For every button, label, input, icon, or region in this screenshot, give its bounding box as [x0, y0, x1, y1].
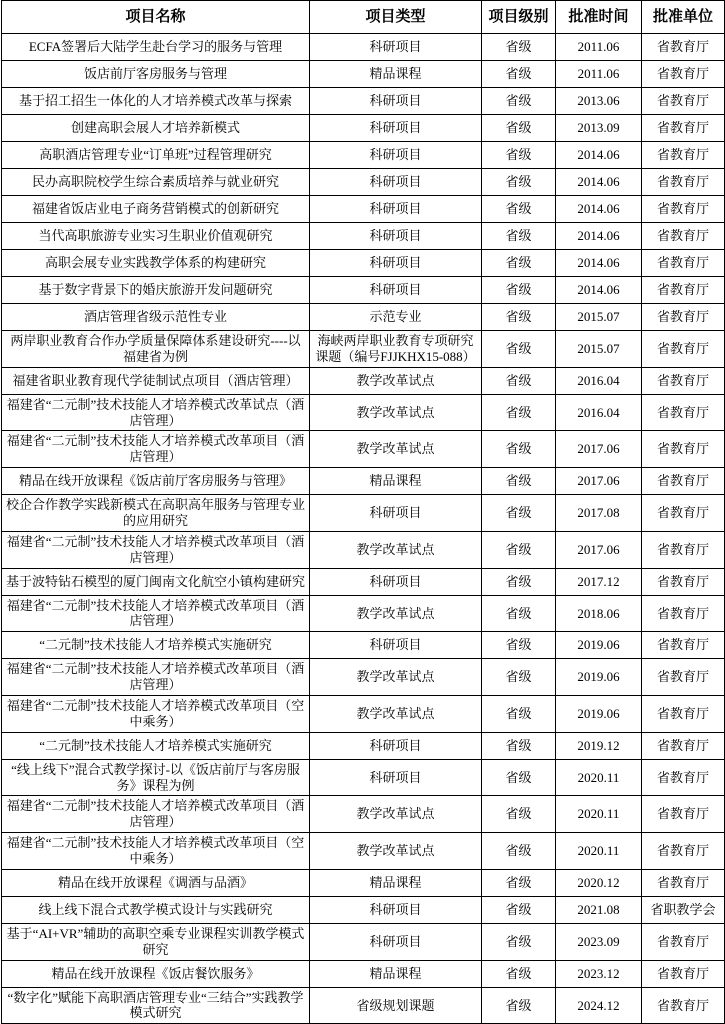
table-row: [2, 923, 725, 960]
cell-approval-unit: 省教育厅: [642, 250, 725, 277]
cell-project-type: 科研项目: [310, 923, 482, 960]
cell-approval-unit: 省教育厅: [642, 632, 725, 659]
column-header-level: 项目级别: [482, 1, 556, 34]
cell-approval-unit: 省教育厅: [642, 331, 725, 368]
cell-approval-date: 2016.04: [556, 367, 642, 394]
cell-project-name: 饭店前厅客房服务与管理: [2, 61, 310, 88]
cell-project-type: 教学改革试点: [310, 595, 482, 632]
cell-project-level: 省级: [482, 115, 556, 142]
cell-approval-date: 2013.09: [556, 115, 642, 142]
cell-approval-date: 2014.06: [556, 196, 642, 223]
cell-project-name: 福建省“二元制”技术技能人才培养模式改革项目（酒店管理）: [2, 659, 310, 696]
table-row: [2, 394, 725, 431]
cell-project-name: 福建省“二元制”技术技能人才培养模式改革项目（酒店管理）: [2, 595, 310, 632]
cell-project-name: 校企合作教学实践新模式在高职高年服务与管理专业的应用研究: [2, 495, 310, 532]
cell-project-level: 省级: [482, 896, 556, 923]
cell-project-name: 福建省“二元制”技术技能人才培养模式改革项目（空中乘务）: [2, 696, 310, 733]
cell-project-type: 精品课程: [310, 468, 482, 495]
cell-project-name: 高职会展专业实践教学体系的构建研究: [2, 250, 310, 277]
cell-approval-unit: 省教育厅: [642, 960, 725, 987]
cell-project-type: 精品课程: [310, 960, 482, 987]
table-row: [2, 632, 725, 659]
cell-project-type: 精品课程: [310, 61, 482, 88]
cell-project-type: 示范专业: [310, 304, 482, 331]
cell-project-name: 基于招工招生一体化的人才培养模式改革与探索: [2, 88, 310, 115]
cell-approval-date: 2020.11: [556, 759, 642, 796]
cell-project-name: “二元制”技术技能人才培养模式实施研究: [2, 732, 310, 759]
cell-approval-unit: 省教育厅: [642, 196, 725, 223]
cell-project-level: 省级: [482, 869, 556, 896]
table-row: [2, 196, 725, 223]
table-row: [2, 732, 725, 759]
cell-project-level: 省级: [482, 169, 556, 196]
table-row: [2, 304, 725, 331]
cell-project-type: 教学改革试点: [310, 696, 482, 733]
table-row: [2, 169, 725, 196]
cell-approval-unit: 省教育厅: [642, 833, 725, 870]
cell-approval-unit: 省教育厅: [642, 431, 725, 468]
cell-approval-unit: 省教育厅: [642, 367, 725, 394]
cell-project-name: 福建省饭店业电子商务营销模式的创新研究: [2, 196, 310, 223]
table-row: [2, 115, 725, 142]
cell-project-level: 省级: [482, 431, 556, 468]
table-row: [2, 88, 725, 115]
column-header-unit: 批准单位: [642, 1, 725, 34]
cell-project-type: 教学改革试点: [310, 394, 482, 431]
cell-project-type: 科研项目: [310, 169, 482, 196]
cell-project-level: 省级: [482, 960, 556, 987]
cell-project-type: 科研项目: [310, 495, 482, 532]
cell-project-name: 线上线下混合式教学模式设计与实践研究: [2, 896, 310, 923]
cell-project-name: “二元制”技术技能人才培养模式实施研究: [2, 632, 310, 659]
cell-approval-date: 2014.06: [556, 169, 642, 196]
cell-project-level: 省级: [482, 696, 556, 733]
cell-approval-unit: 省教育厅: [642, 277, 725, 304]
cell-approval-unit: 省教育厅: [642, 61, 725, 88]
cell-approval-date: 2019.06: [556, 659, 642, 696]
table-row: [2, 367, 725, 394]
cell-project-level: 省级: [482, 34, 556, 61]
cell-project-name: 精品在线开放课程《饭店前厅客房服务与管理》: [2, 468, 310, 495]
table-row: [2, 277, 725, 304]
cell-project-level: 省级: [482, 367, 556, 394]
table-body: [2, 34, 725, 1024]
table-row: [2, 431, 725, 468]
cell-approval-unit: 省教育厅: [642, 796, 725, 833]
table-row: [2, 987, 725, 1024]
cell-project-type: 科研项目: [310, 759, 482, 796]
cell-project-name: 创建高职会展人才培养新模式: [2, 115, 310, 142]
cell-project-type: 科研项目: [310, 88, 482, 115]
cell-project-level: 省级: [482, 732, 556, 759]
cell-approval-unit: 省教育厅: [642, 987, 725, 1024]
cell-project-level: 省级: [482, 568, 556, 595]
cell-project-level: 省级: [482, 250, 556, 277]
cell-approval-unit: 省教育厅: [642, 923, 725, 960]
cell-project-level: 省级: [482, 304, 556, 331]
cell-project-name: 福建省“二元制”技术技能人才培养模式改革项目（空中乘务）: [2, 833, 310, 870]
cell-approval-unit: 省教育厅: [642, 468, 725, 495]
cell-approval-date: 2017.06: [556, 531, 642, 568]
cell-project-type: 教学改革试点: [310, 659, 482, 696]
cell-approval-unit: 省教育厅: [642, 115, 725, 142]
cell-approval-date: 2019.06: [556, 632, 642, 659]
cell-approval-date: 2014.06: [556, 223, 642, 250]
cell-project-name: 当代高职旅游专业实习生职业价值观研究: [2, 223, 310, 250]
cell-project-level: 省级: [482, 196, 556, 223]
column-header-name: 项目名称: [2, 1, 310, 34]
cell-approval-date: 2014.06: [556, 142, 642, 169]
table-row: [2, 331, 725, 368]
table-row: [2, 960, 725, 987]
cell-project-name: 精品在线开放课程《调酒与品酒》: [2, 869, 310, 896]
table-row: [2, 595, 725, 632]
cell-project-type: 教学改革试点: [310, 367, 482, 394]
table-row: [2, 568, 725, 595]
cell-approval-unit: 省教育厅: [642, 88, 725, 115]
cell-approval-date: 2014.06: [556, 250, 642, 277]
cell-project-name: 基于数字背景下的婚庆旅游开发问题研究: [2, 277, 310, 304]
cell-project-name: 福建省职业教育现代学徒制试点项目（酒店管理）: [2, 367, 310, 394]
cell-project-type: 教学改革试点: [310, 833, 482, 870]
cell-project-name: 两岸职业教育合作办学质量保障体系建设研究----以福建省为例: [2, 331, 310, 368]
cell-approval-unit: 省教育厅: [642, 34, 725, 61]
cell-project-level: 省级: [482, 796, 556, 833]
cell-project-level: 省级: [482, 595, 556, 632]
table-row: [2, 696, 725, 733]
table-row: [2, 659, 725, 696]
cell-approval-date: 2019.06: [556, 696, 642, 733]
cell-approval-date: 2011.06: [556, 61, 642, 88]
table-row: [2, 759, 725, 796]
cell-project-name: 酒店管理省级示范性专业: [2, 304, 310, 331]
cell-approval-date: 2018.06: [556, 595, 642, 632]
cell-project-type: 教学改革试点: [310, 796, 482, 833]
cell-approval-unit: 省教育厅: [642, 169, 725, 196]
cell-approval-unit: 省教育厅: [642, 394, 725, 431]
cell-project-name: 福建省“二元制”技术技能人才培养模式改革试点（酒店管理）: [2, 394, 310, 431]
cell-project-type: 海峡两岸职业教育专项研究课题（编号FJJKHX15-088）: [310, 331, 482, 368]
cell-approval-date: 2013.06: [556, 88, 642, 115]
table-header-row: [2, 1, 725, 34]
cell-approval-date: 2016.04: [556, 394, 642, 431]
table-row: [2, 468, 725, 495]
table-row: [2, 796, 725, 833]
cell-approval-unit: 省职教学会: [642, 896, 725, 923]
cell-approval-date: 2020.12: [556, 869, 642, 896]
cell-approval-unit: 省教育厅: [642, 759, 725, 796]
cell-approval-unit: 省教育厅: [642, 223, 725, 250]
cell-project-level: 省级: [482, 277, 556, 304]
cell-approval-unit: 省教育厅: [642, 659, 725, 696]
table-row: [2, 531, 725, 568]
projects-table: [1, 0, 725, 1024]
cell-project-type: 教学改革试点: [310, 531, 482, 568]
table-row: [2, 223, 725, 250]
cell-approval-date: 2017.08: [556, 495, 642, 532]
column-header-date: 批准时间: [556, 1, 642, 34]
cell-project-type: 科研项目: [310, 142, 482, 169]
cell-project-name: 基于波特钻石模型的厦门闽南文化航空小镇构建研究: [2, 568, 310, 595]
table-header: [2, 1, 725, 34]
cell-project-name: 高职酒店管理专业“订单班”过程管理研究: [2, 142, 310, 169]
cell-approval-date: 2023.09: [556, 923, 642, 960]
cell-project-level: 省级: [482, 659, 556, 696]
cell-project-level: 省级: [482, 531, 556, 568]
cell-project-name: 民办高职院校学生综合素质培养与就业研究: [2, 169, 310, 196]
cell-project-level: 省级: [482, 331, 556, 368]
cell-project-level: 省级: [482, 468, 556, 495]
cell-approval-date: 2017.12: [556, 568, 642, 595]
cell-approval-date: 2020.11: [556, 833, 642, 870]
cell-approval-date: 2014.06: [556, 277, 642, 304]
cell-project-level: 省级: [482, 394, 556, 431]
cell-project-name: 福建省“二元制”技术技能人才培养模式改革项目（酒店管理）: [2, 796, 310, 833]
cell-approval-unit: 省教育厅: [642, 732, 725, 759]
cell-approval-unit: 省教育厅: [642, 595, 725, 632]
cell-project-type: 科研项目: [310, 632, 482, 659]
table-row: [2, 250, 725, 277]
cell-project-level: 省级: [482, 495, 556, 532]
cell-project-level: 省级: [482, 142, 556, 169]
cell-project-type: 精品课程: [310, 869, 482, 896]
cell-project-type: 科研项目: [310, 732, 482, 759]
cell-project-level: 省级: [482, 223, 556, 250]
cell-project-level: 省级: [482, 632, 556, 659]
cell-approval-unit: 省教育厅: [642, 304, 725, 331]
cell-project-name: 福建省“二元制”技术技能人才培养模式改革项目（酒店管理）: [2, 431, 310, 468]
table-row: [2, 34, 725, 61]
cell-project-type: 科研项目: [310, 568, 482, 595]
cell-project-name: “数字化”赋能下高职酒店管理专业“三结合”实践教学模式研究: [2, 987, 310, 1024]
cell-project-type: 科研项目: [310, 277, 482, 304]
cell-project-type: 科研项目: [310, 250, 482, 277]
cell-project-type: 科研项目: [310, 223, 482, 250]
cell-project-type: 科研项目: [310, 196, 482, 223]
cell-project-name: ECFA签署后大陆学生赴台学习的服务与管理: [2, 34, 310, 61]
cell-approval-unit: 省教育厅: [642, 495, 725, 532]
cell-approval-date: 2015.07: [556, 304, 642, 331]
cell-project-level: 省级: [482, 88, 556, 115]
cell-project-level: 省级: [482, 833, 556, 870]
cell-project-level: 省级: [482, 61, 556, 88]
cell-project-name: 福建省“二元制”技术技能人才培养模式改革项目（酒店管理）: [2, 531, 310, 568]
cell-project-level: 省级: [482, 987, 556, 1024]
cell-approval-date: 2024.12: [556, 987, 642, 1024]
table-row: [2, 869, 725, 896]
table-row: [2, 896, 725, 923]
cell-approval-unit: 省教育厅: [642, 869, 725, 896]
cell-project-type: 科研项目: [310, 896, 482, 923]
cell-approval-date: 2023.12: [556, 960, 642, 987]
cell-project-type: 科研项目: [310, 115, 482, 142]
cell-project-type: 科研项目: [310, 34, 482, 61]
cell-project-level: 省级: [482, 759, 556, 796]
cell-approval-unit: 省教育厅: [642, 696, 725, 733]
cell-approval-date: 2017.06: [556, 431, 642, 468]
cell-approval-date: 2021.08: [556, 896, 642, 923]
cell-project-name: “线上线下”混合式教学探讨-以《饭店前厅与客房服务》课程为例: [2, 759, 310, 796]
table-row: [2, 142, 725, 169]
table-row: [2, 61, 725, 88]
cell-approval-date: 2011.06: [556, 34, 642, 61]
cell-project-name: 精品在线开放课程《饭店餐饮服务》: [2, 960, 310, 987]
table-row: [2, 833, 725, 870]
column-header-type: 项目类型: [310, 1, 482, 34]
cell-project-name: 基于“AI+VR”辅助的高职空乘专业课程实训教学模式研究: [2, 923, 310, 960]
cell-approval-unit: 省教育厅: [642, 568, 725, 595]
cell-approval-unit: 省教育厅: [642, 531, 725, 568]
cell-approval-date: 2019.12: [556, 732, 642, 759]
cell-project-type: 教学改革试点: [310, 431, 482, 468]
table-row: [2, 495, 725, 532]
cell-approval-unit: 省教育厅: [642, 142, 725, 169]
cell-approval-date: 2017.06: [556, 468, 642, 495]
cell-project-level: 省级: [482, 923, 556, 960]
cell-approval-date: 2020.11: [556, 796, 642, 833]
cell-approval-date: 2015.07: [556, 331, 642, 368]
cell-project-type: 省级规划课题: [310, 987, 482, 1024]
